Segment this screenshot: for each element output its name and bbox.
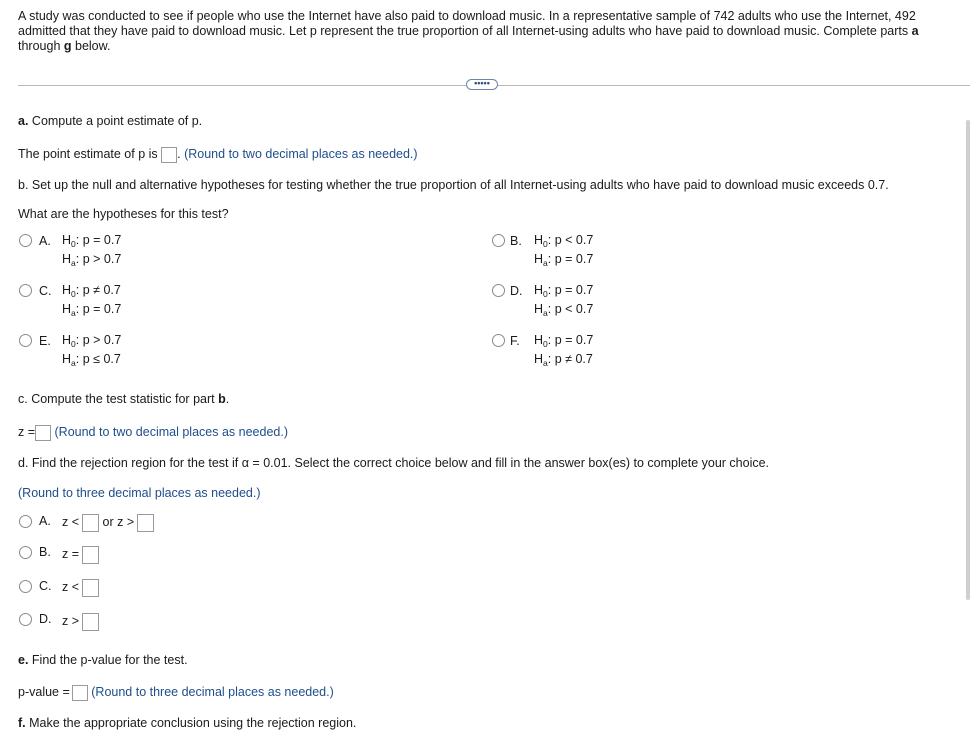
d-option-a-row [62,513,154,532]
test-statistic-input[interactable] [35,425,51,441]
d-option-d-letter: D. [39,612,52,626]
option-b-hypotheses: $H_0$: p < 0.7 $H_a$: p = 0.7 [534,233,594,268]
rejection-upper-input[interactable] [137,514,154,532]
option-d-letter: D. [510,284,523,298]
test-statistic-prompt: z = [18,425,36,439]
part-f-label: f. Make the appropriate conclusion using the rejection region. [18,716,357,730]
option-d-hypotheses: $H_0$: p = 0.7 $H_a$: p < 0.7 [534,283,594,318]
part-e-row [18,684,334,701]
option-b-ha: p = 0.7 [554,252,594,266]
d-option-c-letter: C. [39,579,52,593]
option-d-ha: p < 0.7 [554,302,594,316]
rejection-lower-input[interactable] [82,514,99,532]
d-option-b-letter: B. [39,545,51,559]
option-a-letter: A. [39,234,51,248]
radio-d-option-d[interactable] [19,613,32,626]
radio-b-option-a[interactable] [19,234,32,247]
problem-part-a-ref: a [911,24,919,38]
part-e-hint: (Round to three decimal places as needed.) [91,685,334,699]
option-a-h0: p = 0.7 [82,233,122,247]
radio-d-option-a[interactable] [19,515,32,528]
option-c-letter: C. [39,284,52,298]
part-c-bold-ref: b [218,392,226,406]
part-a-label: a. Compute a point estimate of p. [18,114,203,128]
option-f-hypotheses: $H_0$: p = 0.7 $H_a$: p ≠ 0.7 [534,333,594,368]
option-f-letter: F. [510,334,520,348]
point-estimate-input[interactable] [161,147,177,163]
d-option-c-text: z < [62,580,80,594]
part-d-label: d. Find the rejection region for the test if α = 0.01. Select the correct choice below and fill in the answer box(es) to complete your choice. [18,456,770,470]
part-c-text: c. Compute the test statistic for part [18,392,215,406]
d-option-a-letter: A. [39,514,51,528]
problem-text: A study was conducted to see if people who use the Internet have also paid to download music. In a representative sample of 742 adults who use the Internet, 492 admitted that they have paid to download music. Let p represent the true proportion of all Internet-using adults who have paid to download music. Complete parts a through g below. [18,9,919,53]
radio-b-option-e[interactable] [19,334,32,347]
d-option-a-text: z < [62,515,80,529]
d-option-d-text: z > [62,614,80,628]
part-e-text: Find the p-value for the test. [28,653,188,667]
option-a-ha: p > 0.7 [82,252,122,266]
part-d-hint: (Round to three decimal places as needed.) [18,486,261,500]
part-f-text: Make the appropriate conclusion using the rejection region. [25,716,357,730]
radio-b-option-d[interactable] [492,284,505,297]
part-c-label: c. Compute the test statistic for part b. [18,392,230,406]
rejection-less-input[interactable] [82,579,99,597]
part-c-hint: (Round to two decimal places as needed.) [54,425,288,439]
part-a-row: The point estimate of p is . (Round to two decimal places as needed.) [18,147,418,161]
option-e-ha: p ≤ 0.7 [82,352,121,366]
point-estimate-prompt: The point estimate of p is [18,147,158,161]
option-b-h0: p < 0.7 [554,233,594,247]
option-c-hypotheses: $H_0$: p ≠ 0.7 $H_a$: p = 0.7 [62,283,122,318]
part-b-question: What are the hypotheses for this test? [18,207,229,221]
expand-more-button[interactable]: ••••• [466,79,498,90]
rejection-equal-input[interactable] [82,546,99,564]
option-f-ha: p ≠ 0.7 [554,352,593,366]
part-b-label: b. Set up the null and alternative hypotheses for testing whether the true proportion of all Internet-using adults who have paid to download music exceeds 0.7. [18,178,889,192]
d-option-c-row [62,578,99,597]
radio-b-option-c[interactable] [19,284,32,297]
rejection-greater-input[interactable] [82,613,99,631]
option-c-ha: p = 0.7 [82,302,122,316]
part-c-row [18,424,288,441]
scrollbar[interactable] [966,120,970,600]
part-a-hint: (Round to two decimal places as needed.) [184,147,418,161]
part-a-text: Compute a point estimate of p. [28,114,203,128]
p-value-prompt: p-value = [18,685,70,699]
option-e-letter: E. [39,334,51,348]
problem-statement [18,9,958,54]
option-b-letter: B. [510,234,522,248]
radio-d-option-b[interactable] [19,546,32,559]
option-d-h0: p = 0.7 [554,283,594,297]
option-e-h0: p > 0.7 [82,333,122,347]
problem-part-g-ref: g [63,39,72,53]
radio-d-option-c[interactable] [19,580,32,593]
option-a-hypotheses: $H_0$: p = 0.7 $H_a$: p > 0.7 [62,233,122,268]
option-c-h0: p ≠ 0.7 [82,283,121,297]
d-option-d-row [62,612,99,631]
d-option-b-text: z = [62,547,80,561]
d-option-a-text2: or z > [102,515,135,529]
p-value-input[interactable] [72,685,88,701]
option-e-hypotheses: $H_0$: p > 0.7 $H_a$: p ≤ 0.7 [62,333,122,368]
d-option-b-row [62,545,99,564]
part-e-label: e. Find the p-value for the test. [18,653,188,667]
radio-b-option-f[interactable] [492,334,505,347]
option-f-h0: p = 0.7 [554,333,594,347]
radio-b-option-b[interactable] [492,234,505,247]
